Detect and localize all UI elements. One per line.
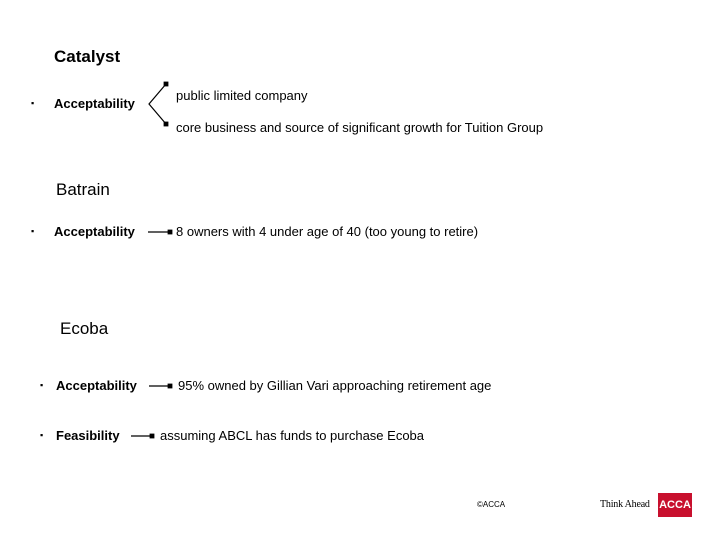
acca-logo <box>658 493 692 517</box>
point-text: core business and source of significant growth for Tuition Group <box>176 120 544 135</box>
copyright-text: ©ACCA <box>477 500 506 509</box>
point-text: 8 owners with 4 under age of 40 (too young to retire) <box>176 224 479 239</box>
point-text: 95% owned by Gillian Vari approaching retirement age <box>178 378 492 393</box>
bullet-icon: ▪ <box>40 430 44 440</box>
criterion-label: Acceptability <box>56 378 137 393</box>
point-text: assuming ABCL has funds to purchase Ecoba <box>160 428 425 443</box>
criterion-label: Feasibility <box>56 428 120 443</box>
bullet-icon: ▪ <box>31 226 35 236</box>
section-title-catalyst: Catalyst <box>54 47 121 66</box>
bullet-icon: ▪ <box>31 98 35 108</box>
criterion-label: Acceptability <box>54 96 135 111</box>
section-title-ecoba: Ecoba <box>60 319 109 338</box>
criterion-label: Acceptability <box>54 224 135 239</box>
tagline-text: Think Ahead <box>600 499 650 510</box>
bullet-icon: ▪ <box>40 380 44 390</box>
logo-text: ACCA <box>659 499 691 511</box>
section-title-batrain: Batrain <box>56 180 110 199</box>
point-text: public limited company <box>176 88 308 103</box>
branch-connector <box>149 84 166 124</box>
